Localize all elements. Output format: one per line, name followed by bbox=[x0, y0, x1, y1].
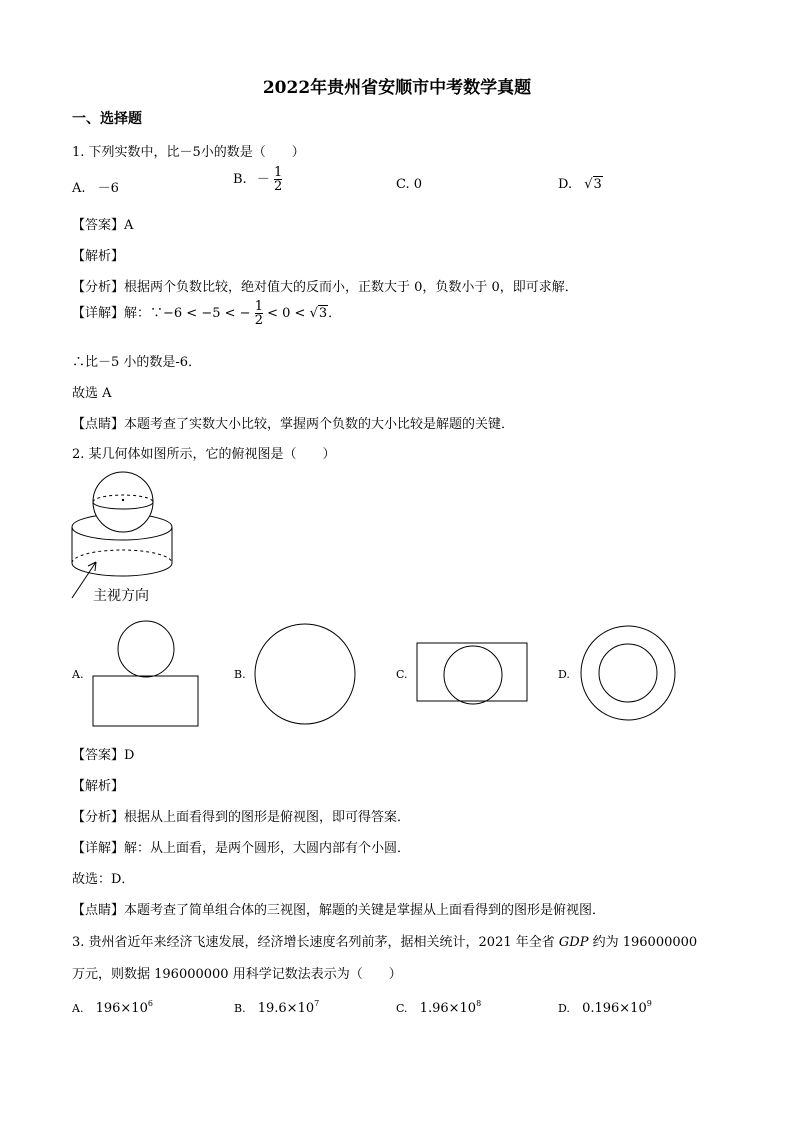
q1-detail-radicand: 3 bbox=[318, 306, 328, 321]
q1-detail-numerator: 1 bbox=[254, 299, 263, 314]
page-title: 2022年贵州省安顺市中考数学真题 bbox=[262, 78, 532, 98]
q1-jiexi: 【解析】 bbox=[72, 249, 125, 264]
q3-stem-text-b: 约为 196000000 bbox=[592, 935, 698, 950]
q3-option-c-label: C. bbox=[396, 1002, 408, 1015]
q2-jiexi: 【解析】 bbox=[72, 779, 125, 794]
q1-option-d-label: D. bbox=[558, 177, 573, 192]
q3-option-d-exp: 9 bbox=[646, 999, 652, 1008]
section-heading: 一、选择题 bbox=[72, 111, 142, 127]
q1-detail bbox=[72, 300, 341, 327]
q1-detail-denominator: 2 bbox=[254, 313, 263, 328]
q1-detail-sqrt: √3 bbox=[309, 306, 328, 321]
q1-option-d-sqrt: √3 bbox=[584, 177, 602, 192]
q1-option-a-value: －6 bbox=[97, 181, 119, 196]
q1-stem: 1. 下列实数中，比－5小的数是（ ） bbox=[72, 145, 305, 160]
q2-detail: 【详解】解：从上面看，是两个圆形，大圆内部有个小圆． bbox=[72, 841, 411, 856]
q1-choose: 故选 A bbox=[72, 386, 112, 401]
q3-stem-gdp: GDP bbox=[558, 935, 589, 950]
q2-stem: 2. 某几何体如图所示，它的俯视图是（ ） bbox=[72, 447, 336, 462]
q3-option-a bbox=[72, 999, 153, 1016]
q3-option-a-base: 196×10 bbox=[95, 1001, 148, 1016]
q3-option-c-base: 1.96×10 bbox=[419, 1001, 477, 1016]
q3-stem-line2: 万元，则数据 196000000 用科学记数法表示为（ ） bbox=[72, 967, 402, 982]
q2-option-a-figure bbox=[92, 619, 202, 729]
q3-option-b bbox=[234, 999, 319, 1016]
q3-option-d bbox=[558, 999, 652, 1016]
q2-option-b-label: B. bbox=[234, 668, 246, 681]
q3-option-a-label: A. bbox=[72, 1002, 84, 1015]
q3-option-b-base: 19.6×10 bbox=[257, 1001, 315, 1016]
q2-choose: 故选：D． bbox=[72, 872, 135, 887]
q1-option-a bbox=[72, 177, 119, 196]
q1-answer: 【答案】A bbox=[72, 218, 134, 233]
q1-option-b-label: B. bbox=[233, 172, 247, 187]
q3-option-c bbox=[396, 999, 481, 1016]
q2-option-c-label: C. bbox=[396, 668, 408, 681]
q2-comment: 【点睛】本题考查了简单组合体的三视图，解题的关键是掌握从上面看得到的图形是俯视图． bbox=[72, 903, 606, 918]
q2-option-c-figure bbox=[416, 642, 530, 706]
q1-option-a-label: A. bbox=[72, 181, 86, 196]
q1-option-c-label: C. bbox=[396, 177, 410, 192]
q3-option-b-label: B. bbox=[234, 1002, 246, 1015]
q2-option-b-figure bbox=[253, 622, 359, 728]
q1-analysis: 【分析】根据两个负数比较，绝对值大的反而小，正数大于 0，负数小于 0，即可求解． bbox=[72, 280, 578, 295]
q3-stem-line1 bbox=[72, 931, 697, 950]
q1-option-b-denominator: 2 bbox=[273, 179, 283, 194]
q3-option-d-base: 0.196×10 bbox=[582, 1001, 647, 1016]
q2-option-d-figure bbox=[579, 624, 679, 724]
q3-option-a-exp: 6 bbox=[147, 999, 153, 1008]
q3-option-b-exp: 7 bbox=[314, 999, 320, 1008]
q1-option-b-numerator: 1 bbox=[273, 165, 283, 180]
q1-option-c-value: 0 bbox=[413, 177, 423, 192]
q2-figure-caption: 主视方向 bbox=[93, 588, 149, 604]
q1-detail-fraction bbox=[255, 300, 263, 327]
q1-detail-mid: < 0 < bbox=[267, 306, 306, 321]
q2-solid-figure bbox=[62, 465, 192, 605]
q1-option-c bbox=[396, 177, 422, 192]
q1-option-d-radicand: 3 bbox=[593, 177, 602, 192]
q2-option-d-label: D. bbox=[558, 668, 570, 681]
q1-option-b-sign: － bbox=[256, 172, 270, 187]
q2-answer: 【答案】D bbox=[72, 748, 135, 763]
q2-analysis: 【分析】根据从上面看得到的图形是俯视图，即可得答案． bbox=[72, 810, 411, 825]
q3-option-d-label: D. bbox=[558, 1002, 570, 1015]
q2-option-a-label: A. bbox=[72, 668, 84, 681]
q1-therefore: ∴比－5 小的数是-6． bbox=[72, 355, 202, 370]
q3-stem-text-a: 3. 贵州省近年来经济飞速发展，经济增长速度名列前茅，据相关统计，2021 年全省 bbox=[72, 935, 555, 950]
q1-option-b-fraction bbox=[274, 166, 282, 193]
q1-comment: 【点睛】本题考查了实数大小比较，掌握两个负数的大小比较是解题的关键． bbox=[72, 417, 515, 432]
q1-detail-end: ． bbox=[328, 306, 342, 321]
q3-option-c-exp: 8 bbox=[476, 999, 482, 1008]
q1-option-d bbox=[558, 177, 603, 192]
q1-option-b bbox=[233, 166, 282, 193]
q1-detail-prefix: 【详解】解：∵−6 < −5 < − bbox=[72, 306, 251, 321]
